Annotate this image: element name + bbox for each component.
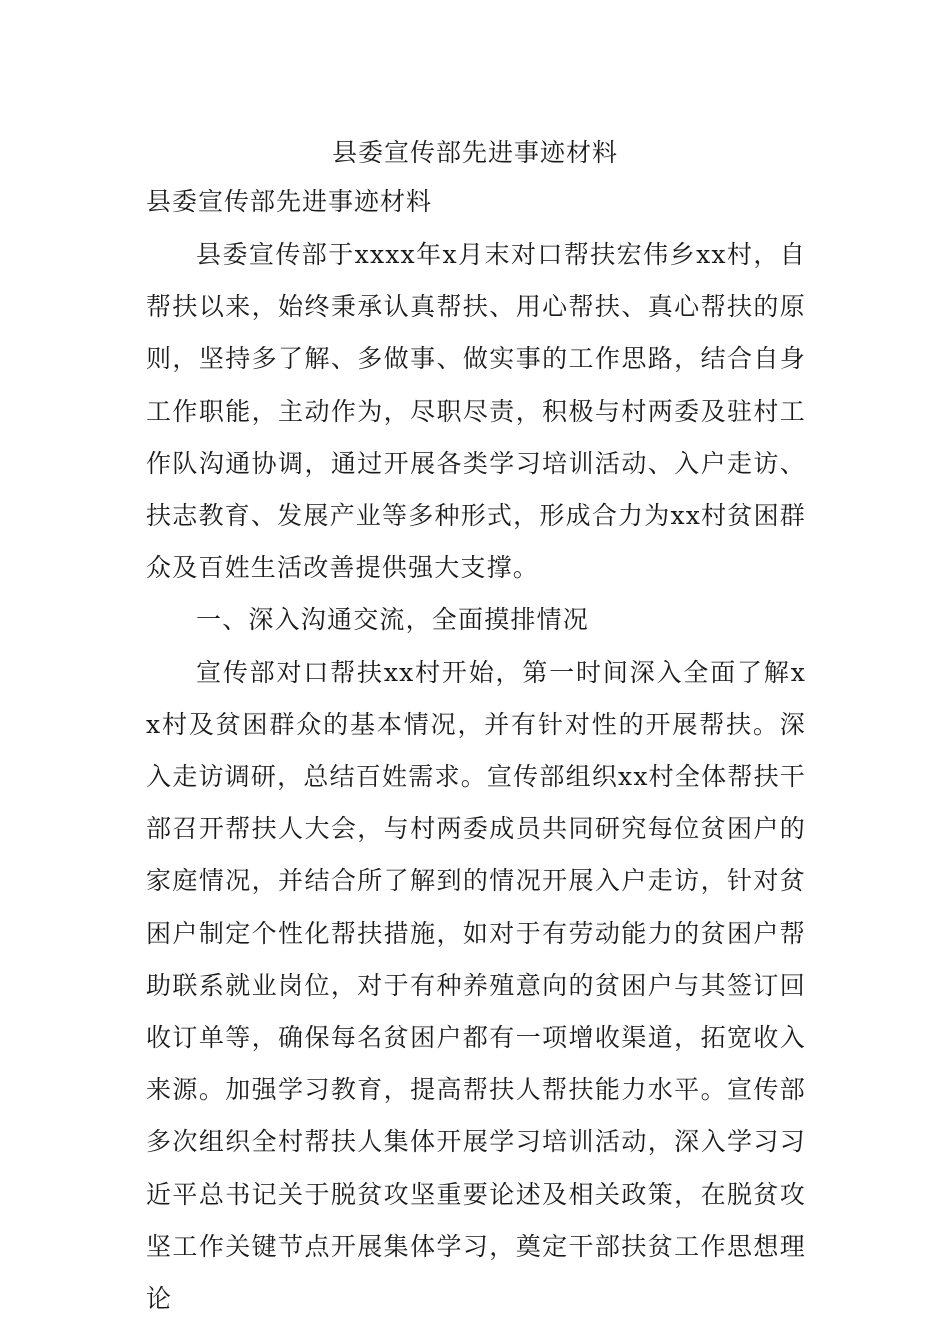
intro-paragraph: 县委宣传部于xxxx年x月末对口帮扶宏伟乡xx村，自帮扶以来，始终秉承认真帮扶、用心帮扶、真心帮扶的原则，坚持多了解、多做事、做实事的工作思路，结合自身工作职能，主动作为，尽职尽责，积极与村两委及驻村工作队沟通协调，通过开展各类学习培训活动、入户走访、扶志教育、发展产业等多种形式，形成合力为xx村贫困群众及百姓生活改善提供强大支撑。 [146,240,806,583]
section-heading: 一、深入沟通交流，全面摸排情况 [196,605,590,635]
section-paragraph: 宣传部对口帮扶xx村开始，第一时间深入全面了解xx村及贫困群众的基本情况，并有针对性的开展帮扶。深入走访调研，总结百姓需求。宣传部组织xx村全体帮扶干部召开帮扶人大会，与村两委成员共同研究每位贫困户的家庭情况，并结合所了解到的情况开展入户走访，针对贫困户制定个性化帮扶措施，如对于有劳动能力的贫困户帮助联系就业岗位，对于有种养殖意向的贫困户与其签订回收订单等，确保每名贫困户都有一项增收渠道，拓宽收入来源。加强学习教育，提高帮扶人帮扶能力水平。宣传部多次组织全村帮扶人集体开展学习培训活动，深入学习习近平总书记关于脱贫攻坚重要论述及相关政策，在脱贫攻坚工作关键节点开展集体学习，奠定干部扶贫工作思想理论 [146,657,806,1314]
document-body [146,229,806,1325]
document-title: 县委宣传部先进事迹材料 [331,138,618,167]
document-subtitle: 县委宣传部先进事迹材料 [146,187,433,216]
